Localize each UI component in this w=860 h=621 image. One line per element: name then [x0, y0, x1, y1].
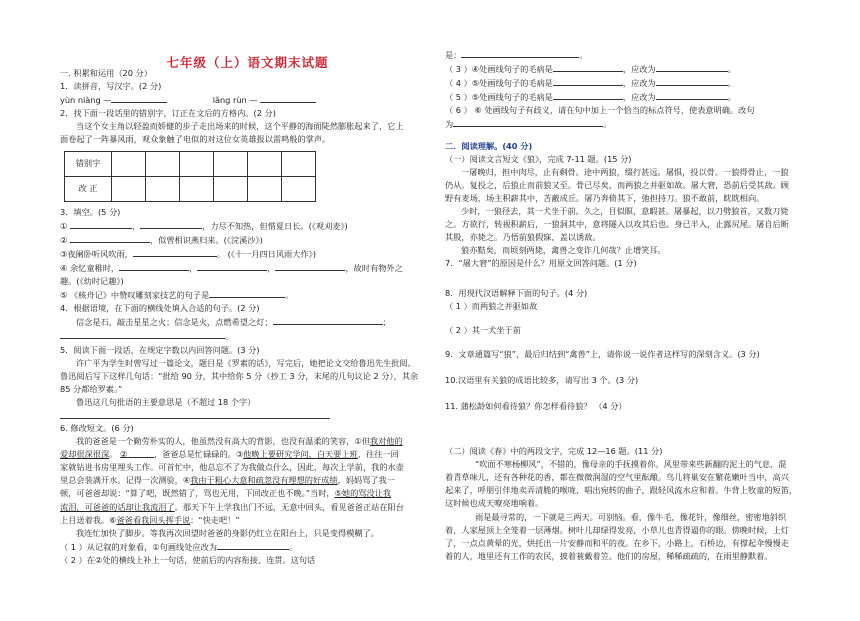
- table-cell[interactable]: [112, 176, 146, 201]
- table-cell[interactable]: [180, 151, 214, 176]
- q6-text: （ 4 ）⑤处画线句子的毛病是: [445, 78, 553, 89]
- q3-text: 。 (《十一月四日风雨大作》): [216, 248, 316, 259]
- q8-sub: （ 2 ）其一犬坐于前: [445, 324, 521, 335]
- answer-blank[interactable]: [70, 233, 150, 243]
- q6-text: ，应改为: [622, 78, 656, 89]
- passage-line: 野有麦场，场主积薪其中，苫蔽成丘。屠乃奔倚其下，弛担持刀。狼不敢前，眈眈相向。: [445, 192, 765, 203]
- q4-line: [60, 315, 435, 329]
- q6-text: （ 3 ）④处画线句子的毛病是: [445, 64, 553, 75]
- q5-answer-line: [60, 409, 435, 422]
- q6-line: [60, 435, 435, 448]
- q6-text: 。: [579, 50, 588, 60]
- answer-blank[interactable]: [197, 261, 267, 271]
- table-cell[interactable]: [248, 151, 282, 176]
- q6-line: 我连忙加快了脚步。等我再次回望时爸爸的身影仍红立在阳台上，只是变得模糊了。: [76, 527, 379, 538]
- q3-text: ③夜阑卧听风吹雨，: [60, 248, 133, 259]
- q3-item: [60, 233, 435, 247]
- q6-text: 我的爸爸是一个勤劳朴实的人，他虽然没有高大的背影，也没有温柔的笑容，①但: [76, 436, 370, 447]
- answer-blank[interactable]: [60, 409, 330, 419]
- q6-marker: ②: [119, 449, 128, 460]
- question-1: 1．读拼音，写汉字。(2 分): [60, 81, 162, 92]
- q3-text: ，故时有物外之: [345, 262, 403, 273]
- question-8: 8．用现代汉语解释下面的句子。(4 分): [445, 287, 588, 298]
- answer-blank[interactable]: [656, 90, 728, 100]
- answer-blank[interactable]: [553, 76, 623, 86]
- page-title: 七年级（上）语文期末试题: [166, 55, 329, 70]
- q2-passage-line: 面卷起了一阵暴风雨，观众象触了电似的对这位女英雄报以雷鸣般的掌声。: [60, 134, 331, 145]
- q6-sub-4: [445, 76, 817, 90]
- q6-line: [60, 448, 435, 461]
- table-header-wrong: 错别字: [65, 151, 112, 176]
- q2-passage-line: 当这个女主角以轻盈而娇健的步子走出场来的时候，这个平静的海面陡然膨胀起来了，它上: [76, 121, 404, 132]
- correction-table: [64, 151, 316, 202]
- q4-line: [60, 329, 435, 343]
- passage-line: 少时，一狼径去，其一犬坐于前。久之，目似瞑，意暇甚。屠暴起，以刀劈狼首，又数刀毙: [461, 206, 789, 217]
- answer-blank[interactable]: [445, 341, 645, 345]
- q6-sub-6: （ 6 ） ⑥ 处画线句子有歧义，请在句中加上一个恰当的标点符号，使表意明确。改句: [445, 105, 755, 116]
- table-cell[interactable]: [282, 151, 316, 176]
- answer-blank[interactable]: [553, 90, 623, 100]
- q3-text: ④ 余忆童稚时，: [60, 262, 120, 273]
- passage-line: 了，一点点黄晕的光，烘托出一片安静而和平的夜。在乡下，小路上，石桥边，有撑起伞慢慢走: [445, 537, 789, 548]
- passage-intro: （二）阅读《春》中的两段文字，完成 12—16 题。(11 分): [445, 446, 663, 457]
- q6-text: 。: [603, 119, 612, 130]
- answer-blank[interactable]: [209, 288, 285, 298]
- q3-text: ，: [131, 220, 141, 231]
- q3-item: [60, 247, 435, 261]
- passage-line: 这时候也成天嘹亮地响着。: [445, 498, 544, 509]
- q4-text: 。: [225, 331, 234, 342]
- passage-line: 着的人，地里还有工作的农民，披着蓑戴着笠。他们的房屋，稀稀疏疏的，在雨里静默着。: [445, 550, 773, 561]
- q4-text: 信念是石，敲击星星之火；信念是火，点燃希望之灯；: [76, 317, 273, 328]
- q6-text: 顿，可爸爸却说：“算了吧，既然错了，骂也无用，下回改正也不晚。”当时，: [60, 488, 335, 499]
- left-column: [60, 44, 435, 567]
- q6-text: ，妈妈骂了我一: [337, 475, 395, 486]
- answer-blank[interactable]: [120, 448, 154, 458]
- question-7: 7．“屠大窘”的原因是什么？用原文回答问题。(1 分): [445, 258, 637, 269]
- question-9: 9．文章通篇写“狼”，最后归结到“禽兽”上，请你说一说作者这样写的深刻含义。(3 分): [445, 348, 760, 359]
- q8-answer-line: [445, 313, 817, 321]
- q3-text: ，: [267, 262, 276, 273]
- pinyin-2: lǎng rùn: [212, 95, 247, 106]
- q3-text: ，: [189, 262, 198, 273]
- q5-line: 鲁迅这几句批语的主要意思是（不超过 18 个字）: [76, 396, 256, 407]
- q8-sub: （ 1 ）而两狼之并驱如故: [445, 300, 538, 311]
- q6-text: 。: [288, 541, 298, 552]
- q6-text: 。: [727, 78, 736, 89]
- q6-text: ，应改为: [622, 64, 656, 75]
- answer-blank[interactable]: [111, 93, 167, 103]
- q6-sub-2: （ 2 ）在②处的横线上补上一句话，使前后的内容衔接、连贯。这句话: [60, 554, 316, 565]
- table-cell[interactable]: [214, 151, 248, 176]
- table-cell[interactable]: [180, 176, 214, 201]
- section-heading: 一. 积累和运用（20 分）: [60, 68, 152, 78]
- q3-text: 。: [285, 290, 294, 301]
- q6-line: [60, 474, 435, 487]
- q6-underlined: ⑤她的骂没让我: [334, 488, 392, 499]
- q6-continue: [445, 48, 817, 62]
- q6-text: 。那天下午上学我出门不远，无意中回头，看见爸爸正站在阳台: [174, 501, 404, 512]
- table-cell[interactable]: [112, 151, 146, 176]
- answer-blank[interactable]: [656, 62, 728, 72]
- passage-line: 着，人家屋顶上全笼着一层薄烟。树叶儿却绿得发亮，小草儿也青得逼你的眼。傍晚时候，上灯: [445, 524, 789, 535]
- table-header-correct: 改 正: [65, 176, 112, 201]
- q5-line: 许广平为学生时曾写过一篇论文，题目是《罗素的话》，写完后，她把论文交给鲁迅先生批阅。: [76, 357, 416, 368]
- q3-text: ，似曾相识燕归来。(《浣溪沙》): [149, 234, 263, 245]
- answer-blank[interactable]: [656, 76, 728, 86]
- answer-blank[interactable]: [60, 329, 225, 339]
- answer-blank[interactable]: [133, 247, 217, 257]
- answer-blank[interactable]: [445, 317, 645, 321]
- passage-line: 狼亦黠矣，而顷刻两毙，禽兽之变诈几何哉？止增笑耳。: [461, 245, 666, 256]
- q6-underlined: 爸爸看我回头挥手说: [116, 514, 191, 525]
- section-heading: 二．阅读理解。(40 分): [445, 140, 533, 151]
- passage-line: 一屠晚归，担中肉尽，止有剩骨。途中两狼，缀行甚远。屠惧，投以骨。一狼得骨止，一狼: [461, 166, 789, 177]
- q6-underlined: 我对他的: [369, 436, 403, 447]
- question-3: 3．填空。(5 分): [60, 206, 121, 217]
- q3-text: ①: [60, 220, 68, 231]
- question-11: 11. 蒲松龄如何看待狼？你怎样看待狼？ （4 分）: [445, 400, 627, 411]
- answer-blank[interactable]: [275, 261, 345, 271]
- q5-line: 鲁迅阅后写下这样几句话：“批给 90 分，其中给你 5 分（抄工 3 分，末尾的几句议论 2 分），其余: [60, 370, 419, 381]
- answer-blank[interactable]: [119, 261, 189, 271]
- q6-text: （ 1 ）从记叙的对象看，①句画线处应改为: [60, 541, 217, 552]
- q6-text: ，爸爸总是忙碌碌的。③: [153, 449, 244, 460]
- q6-underlined: 他晚上要研究学问，白天要上班: [243, 449, 358, 460]
- q6-text: 。: [727, 92, 736, 103]
- q8-answer-line: [445, 337, 817, 345]
- answer-blank[interactable]: [453, 117, 603, 127]
- q6-line: [60, 501, 435, 514]
- q6-text: ，往往一回: [357, 449, 399, 460]
- q6-line: 家就钻进书房里埋头工作。可首忙中，他总忘不了为我做点什么，因此，每次上学前，我的水壶: [60, 462, 404, 473]
- q6-underlined: 流泪，可爸爸的话却让我流泪了: [60, 501, 175, 512]
- question-10: 10.汉语里有关狼的成语比较多，请写出 3 个。(3 分): [445, 374, 639, 385]
- q6-text: 为: [445, 119, 454, 130]
- answer-blank[interactable]: [140, 219, 202, 229]
- q6-text: 上目送着我。⑥: [60, 514, 117, 525]
- q6-text: ：“快走吧！”: [190, 514, 240, 525]
- table-cell[interactable]: [146, 151, 180, 176]
- q3-item: [60, 261, 435, 275]
- q6-line: [60, 514, 435, 527]
- q6-underlined: 爱却很深很深: [60, 449, 110, 460]
- q3-text: ②: [60, 234, 68, 245]
- q6-text: （ 5 ）⑤处画线句子的毛病是: [445, 92, 553, 103]
- passage-line: “吹面不寒杨柳风”，不错的，像母亲的手抚摸着你。风里带来些新翻的泥土的气息，混: [475, 459, 787, 470]
- passage-intro: （一）阅读文言短文《狼》，完成 7-11 题。(15 分): [445, 153, 632, 164]
- pinyin-1: yùn niàng —: [60, 95, 112, 106]
- q6-sub-6-answer: [445, 117, 817, 131]
- answer-blank[interactable]: [70, 219, 132, 229]
- q6-text: 。: [109, 449, 118, 460]
- question-2: 2．找下面一段话里的错别字，订正在文后的方格内。(2 分): [60, 108, 276, 119]
- q6-underlined: 我由于粗心大意和疏忽没有理想的好成绩: [190, 475, 338, 486]
- q3-item: [60, 288, 435, 302]
- answer-blank[interactable]: [553, 62, 623, 72]
- passage-line: 仍从。复投之，后狼止而前狼又至。骨已尽矣，而两狼之并驱如故。屠大窘，恐前后受其敌。顾: [445, 179, 789, 190]
- question-4: 4．根据语境，在下面的横线处填入合适的句子。(2 分): [60, 303, 260, 314]
- answer-blank[interactable]: [273, 315, 383, 325]
- table-cell[interactable]: [214, 176, 248, 201]
- q6-text: 是：: [445, 50, 462, 60]
- passage-line: 起来了，呼朋引伴地卖弄清脆的喉咙，唱出宛转的曲子，跟轻风流水应和着。牛背上牧童的短笛，: [445, 485, 798, 496]
- q6-text: 里总会装满开水。记得一次测验，④: [60, 475, 191, 486]
- answer-blank[interactable]: [461, 48, 579, 58]
- table-cell[interactable]: [146, 176, 180, 201]
- answer-blank[interactable]: [217, 540, 289, 550]
- q3-item: [60, 219, 435, 233]
- q6-sub-1: [60, 540, 435, 554]
- q3-item: 趣。(《幼时记趣》): [60, 276, 124, 287]
- q5-line: 85 分都给罗素。”: [60, 383, 123, 394]
- table-cell[interactable]: [248, 176, 282, 201]
- q6-line: [60, 487, 435, 500]
- passage-line: 其股，亦毙之。乃悟前狼假寐，盖以诱敌。: [445, 232, 601, 243]
- table-cell[interactable]: [282, 176, 316, 201]
- q6-sub-5: [445, 90, 817, 104]
- answer-blank[interactable]: [260, 93, 316, 103]
- q6-text: ，应改为: [622, 92, 656, 103]
- q4-text: ；: [382, 317, 391, 328]
- passage-line: 雨是最寻常的，一下就是三两天。可别恼。看，像牛毛，像花针，像细丝，密密地斜织: [475, 511, 787, 522]
- q6-sub-3: [445, 62, 817, 76]
- q3-text: ⑤ 《核舟记》中赞叹雕刻家技艺的句子是: [60, 290, 210, 301]
- right-column: [445, 44, 817, 563]
- q6-text: 。: [727, 64, 736, 75]
- question-5: 5．阅读下面一段话，在规定字数以内回答问题。(3 分): [60, 344, 260, 355]
- pinyin-line: yùn niàng — lǎng rùn —: [60, 93, 435, 107]
- passage-line: 之。方欲行，转视积薪后，一狼洞其中，意将隧入以攻其后也。身已半入，止露尻尾。屠自后断: [445, 219, 789, 230]
- question-6: 6. 修改短文。(6 分): [60, 422, 134, 433]
- q3-text: ，力尽不知热，但惜夏日长。(《观刈麦》): [202, 220, 348, 231]
- passage-line: 着青草味儿，还有各种花的香，都在微微润湿的空气里酝酿。鸟儿将巢安在繁花嫩叶当中，高兴: [445, 472, 789, 483]
